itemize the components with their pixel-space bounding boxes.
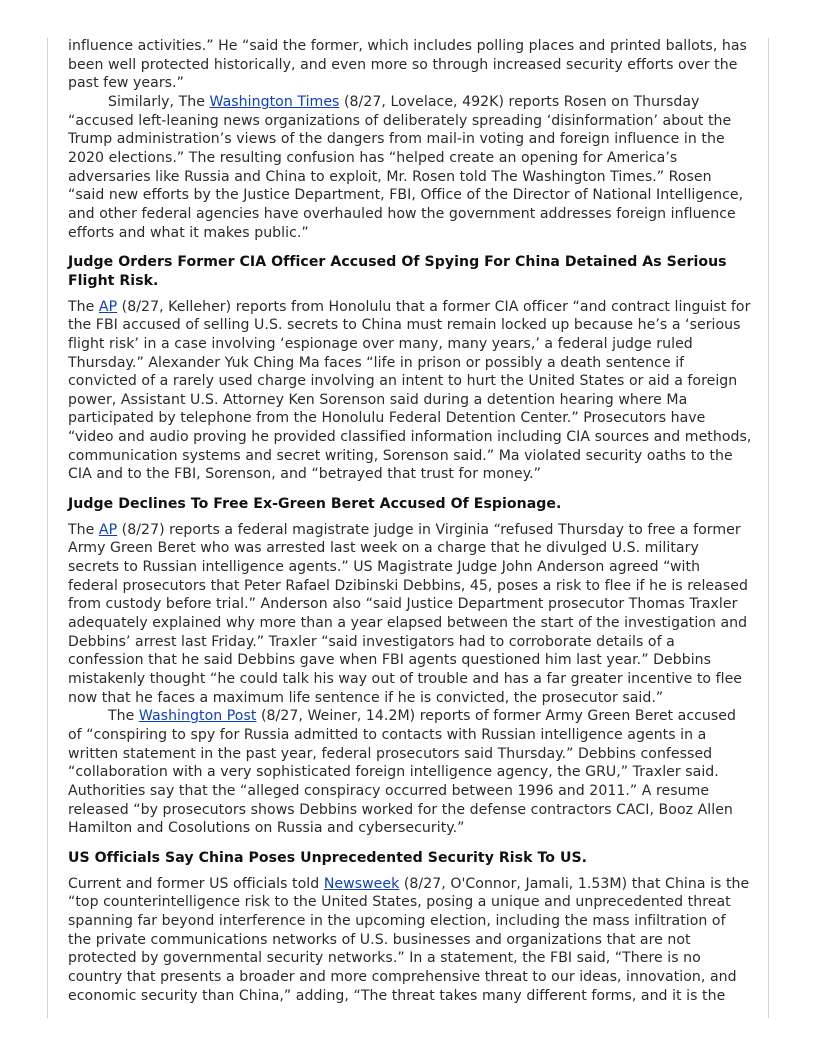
article-headline: US Officials Say China Poses Unprecedented Security Risk To US. xyxy=(68,849,588,866)
spacer xyxy=(68,838,752,849)
text: (8/27, Lovelace, 492K) reports Rosen on Thursday “accused left-leaning news organizations of deliberately spreading ‘disinformation’ about the Trump administration’s views of the dangers from mail-in voting and foreign influence in the 2020 elections.” The resulting confusion has “helped create an opening for America’s adversaries like Russia and China to exploit, Mr. Rosen told The Washington Times.” Rosen “said new efforts by the Justice Department, FBI, Office of the Director of National Intelligence, and other federal agencies have overhauled how the government addresses foreign influence efforts and what it makes public.” xyxy=(68,93,744,241)
article-paragraph xyxy=(68,707,752,838)
article-paragraph xyxy=(68,875,752,1006)
text: Current and former US officials told xyxy=(68,875,324,892)
washington-times-link[interactable]: Washington Times xyxy=(209,93,340,110)
article-headline: Judge Orders Former CIA Officer Accused Of Spying For China Detained As Serious Flight Risk. xyxy=(68,254,727,289)
intro-paragraph: influence activities.” He “said the former, which includes polling places and printed ballots, has been well protected historically, and even more so through increased security efforts over the past few years.” xyxy=(68,38,747,92)
intro-paragraph-2 xyxy=(68,93,752,242)
text: Similarly, The xyxy=(108,93,210,110)
article-paragraph xyxy=(68,298,752,485)
text: (8/27, Kelleher) reports from Honolulu that a former CIA officer “and contract linguist for the FBI accused of selling U.S. secrets to China must remain locked up because he’s a ‘serious flight risk’ in a case involving ‘espionage over many, many years,’ a federal judge ruled Thursday.” Alexander Yuk Ching Ma faces “life in prison or possibly a death sentence if convicted of a rarely used charge involving an intent to hurt the United States or aid a foreign power, Assistant U.S. Attorney Ken Sorenson said during a detention hearing where Ma participated by telephone from the Honolulu Federal Detention Center.” Prosecutors have “video and audio proving he provided classified information including CIA sources and methods, communication systems and secret writing, Sorenson said.” Ma violated security oaths to the CIA and to the FBI, Sorenson, and “betrayed that trust for money.” xyxy=(68,298,752,483)
text: (8/27) reports a federal magistrate judge in Virginia “refused Thursday to free a former Army Green Beret who was arrested last week on a charge that he divulged U.S. military secrets to Russian intelligence agents.” US Magistrate Judge John Anderson agreed “with federal prosecutors that Peter Rafael Dzibinski Debbins, 45, poses a risk to flee if he is released from custody before trial.” Anderson also “said Justice Department prosecutor Thomas Traxler adequately explained why more than a year elapsed between the start of the investigation and Debbins’ arrest last Friday.” Traxler “said investigators had to corroborate details of a confession that he said Debbins gave when FBI agents questioned him last year.” Debbins mistakenly thought “he could talk his way out of trouble and has a far greater incentive to flee now that he faces a maximum life sentence if he is convicted, the prosecutor said.” xyxy=(68,521,748,706)
spacer xyxy=(68,484,752,495)
spacer xyxy=(68,514,752,521)
document-page xyxy=(68,37,752,1005)
article-paragraph xyxy=(68,521,752,708)
text: The xyxy=(68,298,99,315)
text: (8/27, O'Connor, Jamali, 1.53M) that China is the “top counterintelligence risk to the United States, posing a unique and unprecedented threat spanning far beyond interference in the upcoming election, including the mass infiltration of the private communications networks of U.S. businesses and organizations that are not protected by governmental security networks.” In a statement, the FBI said, “There is no country that presents a broader and more comprehensive threat to our ideas, innovation, and economic security than China,” adding, “The threat takes many different forms, and it is the xyxy=(68,875,750,1004)
text: (8/27, Weiner, 14.2M) reports of former Army Green Beret accused of “conspiring to spy for Russia admitted to contacts with Russian intelligence agents in a written statement in the past year, federal prosecutors said Thursday.” Debbins confessed “collaboration with a very sophisticated foreign intelligence agency, the GRU,” Traxler said. Authorities say that the “alleged conspiracy occurred between 1996 and 2011.” A resume released “by prosecutors shows Debbins worked for the defense contractors CACI, Booz Allen Hamilton and Cosolutions on Russia and cybersecurity.” xyxy=(68,708,737,837)
article-headline: Judge Declines To Free Ex-Green Beret Accused Of Espionage. xyxy=(68,496,562,513)
left-margin-rule xyxy=(47,38,48,1018)
washington-post-link[interactable]: Washington Post xyxy=(138,708,257,725)
text: The xyxy=(68,521,99,538)
spacer xyxy=(68,868,752,875)
right-margin-rule xyxy=(768,38,769,1018)
newsweek-link[interactable]: Newsweek xyxy=(323,875,400,892)
ap-link[interactable]: AP xyxy=(98,298,118,315)
text: The xyxy=(108,708,139,725)
spacer xyxy=(68,291,752,298)
ap-link[interactable]: AP xyxy=(98,521,118,538)
spacer xyxy=(68,242,752,253)
